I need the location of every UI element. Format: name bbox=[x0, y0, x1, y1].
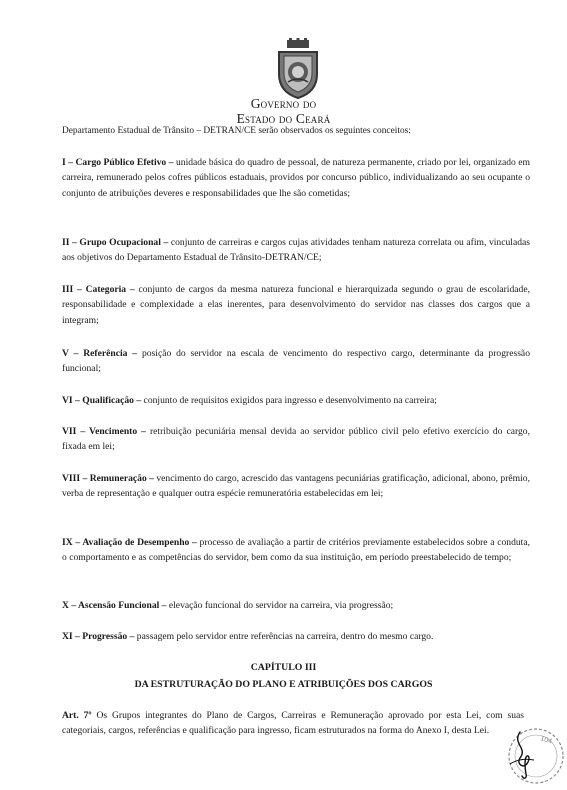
definition-term: VIII – Remuneração – bbox=[62, 473, 154, 484]
definition-term: IX – Avaliação de Desempenho – bbox=[62, 537, 197, 548]
definition-term: VI – Qualificação – bbox=[62, 395, 142, 406]
definition-text: conjunto de cargos da mesma natureza funcional e hierarquizada segundo o grau de escolaridade, responsabilidade e complexidade a elas inerentes, para desenvolvimento do servidor nas classes dos cargos que a integram; bbox=[62, 284, 530, 326]
definition-text: conjunto de requisitos exigidos para ingresso e desenvolvimento na carreira; bbox=[141, 395, 437, 406]
government-title-line2: Estado do Ceará bbox=[236, 111, 331, 126]
handwritten-initials-icon bbox=[498, 724, 548, 784]
chapter-title: DA ESTRUTURAÇÃO DO PLANO E ATRIBUIÇÕES DOS CARGOS bbox=[134, 679, 433, 690]
definition-text: retribuição pecuniária mensal devida ao servidor público civil pelo efetivo exercício do cargo, fixada em lei; bbox=[62, 426, 530, 453]
government-title-line1: Governo do bbox=[250, 96, 317, 111]
government-title bbox=[0, 96, 567, 126]
article-text: Os Grupos integrantes do Plano de Cargos, Carreiras e Remuneração aprovado por esta Lei, com suas categoriais, cargos, referências e qualificação para ingresso, ficam estruturados na forma do Anexo I, desta Lei. bbox=[62, 710, 524, 737]
definition-item bbox=[62, 629, 530, 644]
svg-text:104: 104 bbox=[539, 735, 553, 746]
chapter-number: CAPÍTULO III bbox=[250, 662, 317, 673]
definition-text: vencimento do cargo, acrescido das vantagens pecuniárias gratificação, adicional, abono, prêmio, verba de representação e qualquer outra espécie remuneratória estabelecidas em lei; bbox=[62, 473, 530, 500]
definition-item bbox=[62, 393, 530, 408]
definition-text: conjunto de carreiras e cargos cujas atividades tenham natureza correlata ou afim, vinculadas aos objetivos do Departamento Estadual de Trânsito-DETRAN/CE; bbox=[62, 237, 530, 264]
definition-term: III – Categoria – bbox=[62, 284, 135, 295]
definition-term: XI – Progressão – bbox=[62, 631, 135, 642]
definition-term: I – Cargo Público Efetivo – bbox=[62, 157, 174, 168]
intro-paragraph: Departamento Estadual de Trânsito – DETRAN/CE serão observados os seguintes conceitos: bbox=[62, 126, 411, 136]
definition-text: elevação funcional do servidor na carreira, via progressão; bbox=[166, 600, 394, 611]
definition-text: posição do servidor na escala de vencimento do respectivo cargo, determinante da progressão funcional; bbox=[62, 348, 530, 375]
definition-item bbox=[62, 282, 530, 328]
definition-item bbox=[62, 424, 530, 455]
definition-item bbox=[62, 598, 530, 613]
definition-item bbox=[62, 346, 530, 377]
definition-item bbox=[62, 535, 530, 566]
definition-term: X – Ascensão Funcional – bbox=[62, 600, 167, 611]
definition-term: II – Grupo Ocupacional – bbox=[62, 237, 169, 248]
definition-term: VII – Vencimento – bbox=[62, 426, 146, 437]
definition-item bbox=[62, 235, 530, 266]
ceara-coat-of-arms-icon bbox=[273, 38, 323, 100]
definition-term: V – Referência – bbox=[62, 348, 138, 359]
article-paragraph bbox=[62, 708, 524, 739]
definition-text: processo de avaliação a partir de critérios previamente estabelecidos sobre a conduta, o comportamento e as competências do servidor, bem como da sua instituição, em período preestabelecido de tempo; bbox=[62, 537, 530, 564]
article-label: Art. 7º bbox=[62, 710, 92, 721]
definition-text: unidade básica do quadro de pessoal, de natureza permanente, criado por lei, organizado em carreira, remunerado pelos cofres públicos estaduais, providos por concurso público, individualizando ao seu ocupante o conjunto de atribuições deveres e responsabilidades que lhe são cometidas; bbox=[62, 157, 530, 199]
definition-text: passagem pelo servidor entre referências na carreira, dentro do mesmo cargo. bbox=[134, 631, 434, 642]
definition-item bbox=[62, 155, 530, 201]
definition-item bbox=[62, 471, 530, 502]
